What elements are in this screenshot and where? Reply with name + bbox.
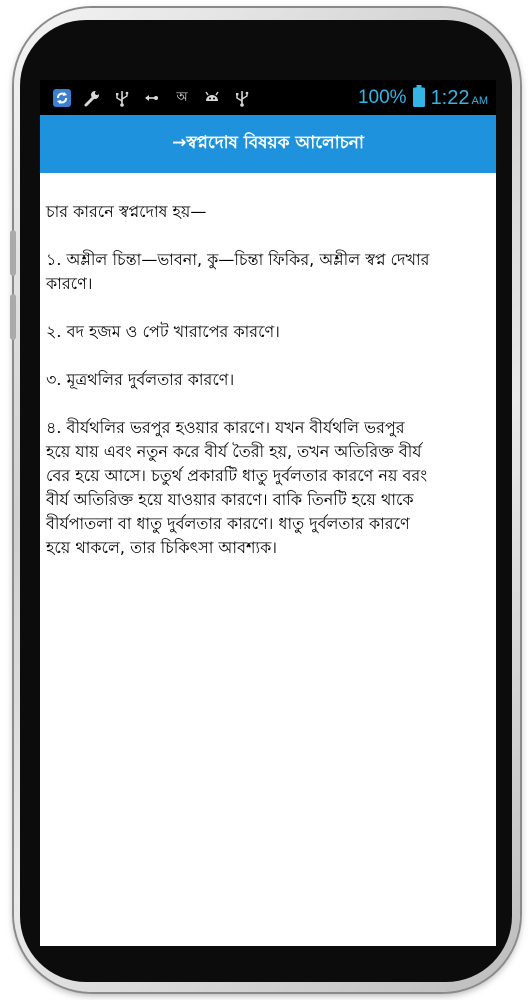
article-point-4-line: বের হয়ে আসে। চতুর্থ প্রকারটি ধাতু দুর্বলতার কারণে নয় বরং	[46, 466, 428, 485]
article-point-4-line: হয়ে যায় এবং নতুন করে বীর্য তৈরী হয়, তখন অতিরিক্ত বীর্য	[46, 442, 422, 461]
article-point-4-line: বীর্য অতিরিক্ত হয়ে যাওয়ার কারণে। বাকি তিনটি হয়ে থাকে	[46, 490, 414, 509]
status-bar	[40, 80, 496, 115]
bengali-a-icon: অ	[176, 89, 188, 105]
notification-icons	[52, 87, 252, 109]
screen	[40, 80, 496, 946]
volume-down-button	[10, 294, 16, 340]
paragraph-spacer	[46, 344, 496, 368]
wrench-icon	[82, 88, 102, 108]
status-right	[358, 84, 488, 112]
usb-icon	[112, 88, 132, 108]
article-point-3: ৩. মূত্রথলির দুর্বলতার কারণে।	[46, 370, 235, 389]
android-icon	[202, 88, 222, 108]
article-intro: চার কারনে স্বপ্নদোষ হয়—	[46, 202, 207, 221]
paragraph-spacer	[46, 224, 496, 248]
article-point-2: ২. বদ হজম ও পেট খারাপের কারণে।	[46, 322, 280, 341]
arrows-icon	[142, 88, 162, 108]
article-point-1-line: ১. অশ্লীল চিন্তা—ভাবনা, কু—চিন্তা ফিকির, অশ্লীল স্বপ্ন দেখার	[46, 250, 430, 269]
clock-time: 1:22	[430, 86, 470, 109]
article-point-4-line: হয়ে থাকলে, তার চিকিৎসা আবশ্যক।	[46, 538, 278, 557]
volume-up-button	[10, 230, 16, 276]
clock-ampm: AM	[471, 94, 488, 107]
paragraph-spacer	[46, 392, 496, 416]
article-body	[46, 200, 496, 560]
usb-icon	[232, 88, 252, 108]
clock	[431, 87, 488, 110]
battery-icon	[413, 85, 425, 111]
action-bar	[40, 115, 496, 173]
paragraph-spacer	[46, 296, 496, 320]
sync-icon	[52, 88, 72, 108]
article-point-4-line: বীর্যপাতলা বা ধাতু দুর্বলতার কারণে। ধাতু দুর্বলতার কারণে	[46, 514, 410, 533]
article-point-4-line: ৪. বীর্যথলির ভরপুর হওয়ার কারণে। যখন বীর্যথলি ভরপুর	[46, 418, 405, 437]
page-title: →স্বপ্নদোষ বিষয়ক আলোচনা	[172, 133, 364, 153]
battery-percent: 100%	[357, 87, 407, 108]
article-point-1-line: কারণে।	[46, 274, 93, 293]
